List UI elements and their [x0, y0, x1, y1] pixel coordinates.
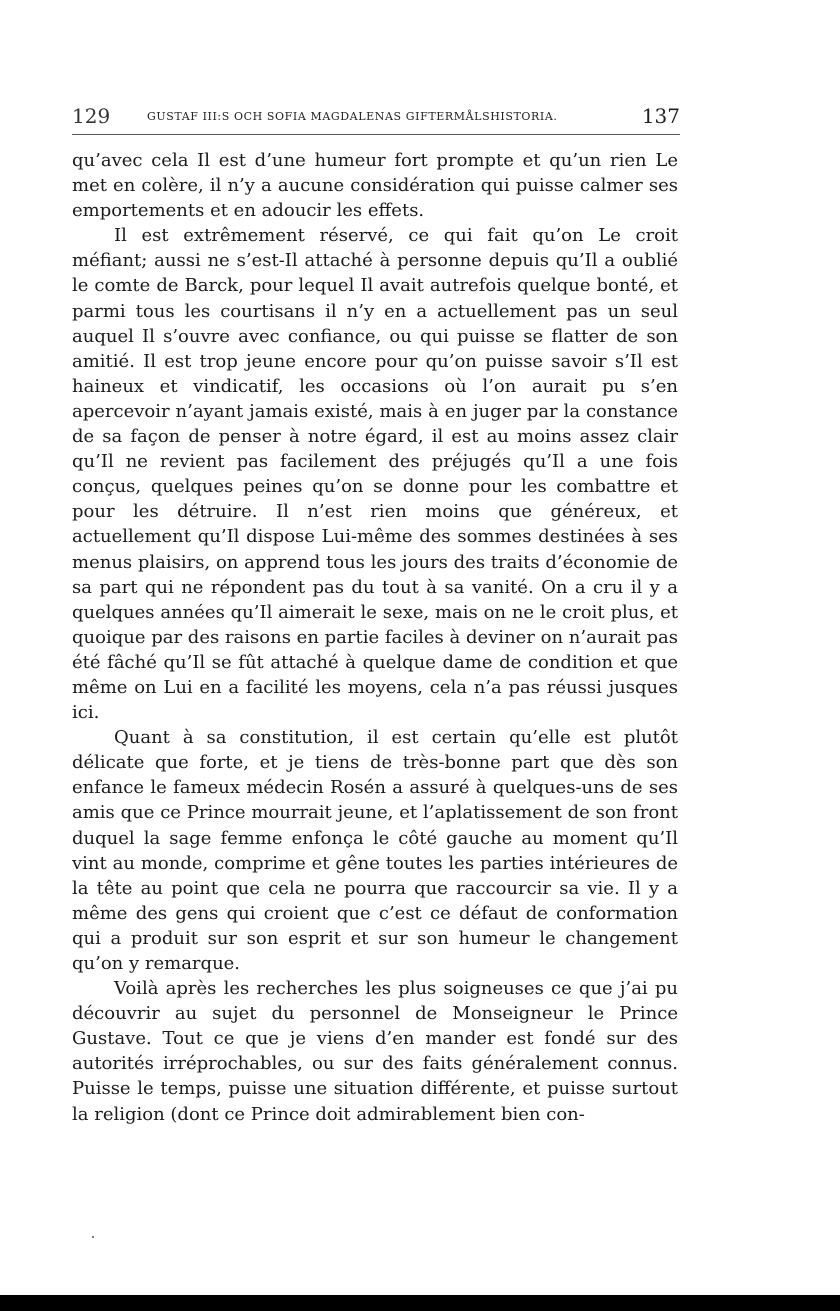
paragraph-continuation: qu’avec cela Il est d’une humeur fort prompte et qu’un rien Le met en colère, il n’y a aucune considération qui puisse calmer ses emportements et en adoucir les effets.	[72, 150, 678, 222]
scan-edge-band	[0, 1295, 840, 1311]
paragraph: Voilà après les recherches les plus soigneuses ce que j’ai pu découvrir au sujet du personnel de Monseigneur le Prince Gustave. Tout ce que je viens d’en mander est fondé sur des autorités irréprochables, ou sur des faits généralement connus. Puisse le temps, puisse une situation différente, et puisse surtout la religion (dont ce Prince doit admirablement bien con-	[72, 978, 678, 1125]
right-page-number: 137	[641, 104, 680, 128]
left-page-number: 129	[72, 104, 111, 128]
header-rule	[72, 134, 680, 135]
body-text	[72, 148, 678, 1127]
paragraph: Il est extrêmement réservé, ce qui fait qu’on Le croit méfiant; aussi ne s’est-Il attaché à personne depuis qu’Il a oublié le comte de Barck, pour lequel Il avait autrefois quelque bonté, et parmi tous les courtisans il n’y en a actuellement pas un seul auquel Il s’ouvre avec confiance, ou qui puisse se flatter de son amitié. Il est trop jeune encore pour qu’on puisse savoir s’Il est haineux et vindicatif, les occasions où l’on aurait pu s’en apercevoir n’ayant jamais existé, mais à en juger par la constance de sa façon de penser à notre égard, il est au moins assez clair qu’Il ne revient pas facilement des préjugés qu’Il a une fois conçus, quelques peines qu’on se donne pour les combattre et pour les détruire. Il n’est rien moins que généreux, et actuellement qu’Il dispose Lui-même des sommes destinées à ses menus plaisirs, on apprend tous les jours des traits d’économie de sa part qui ne répondent pas du tout à sa vanité. On a cru il y a quelques années qu’Il aimerait le sexe, mais on ne le croit plus, et quoique par des raisons en partie faciles à deviner on n’aurait pas été fâché qu’Il se fût attaché à quelque dame de condition et que même on Lui en a facilité les moyens, cela n’a pas réussi jusques ici.	[72, 225, 678, 724]
scan-speck	[92, 1236, 94, 1238]
page-header	[72, 104, 680, 132]
running-title: GUSTAF III:S OCH SOFIA MAGDALENAS GIFTERMÅLSHISTORIA.	[147, 110, 558, 123]
paragraph: Quant à sa constitution, il est certain qu’elle est plutôt délicate que forte, et je tiens de très-bonne part que dès son enfance le fameux médecin Rosén a assuré à quelques-uns de ses amis que ce Prince mourrait jeune, et l’aplatissement de son front duquel la sage femme enfonça le côté gauche au moment qu’Il vint au monde, comprime et gêne toutes les parties intérieures de la tête au point que cela ne pourra que raccourcir sa vie. Il y a même des gens qui croient que c’est ce défaut de conformation qui a produit sur son esprit et sur son humeur le changement qu’on y remarque.	[72, 727, 678, 974]
